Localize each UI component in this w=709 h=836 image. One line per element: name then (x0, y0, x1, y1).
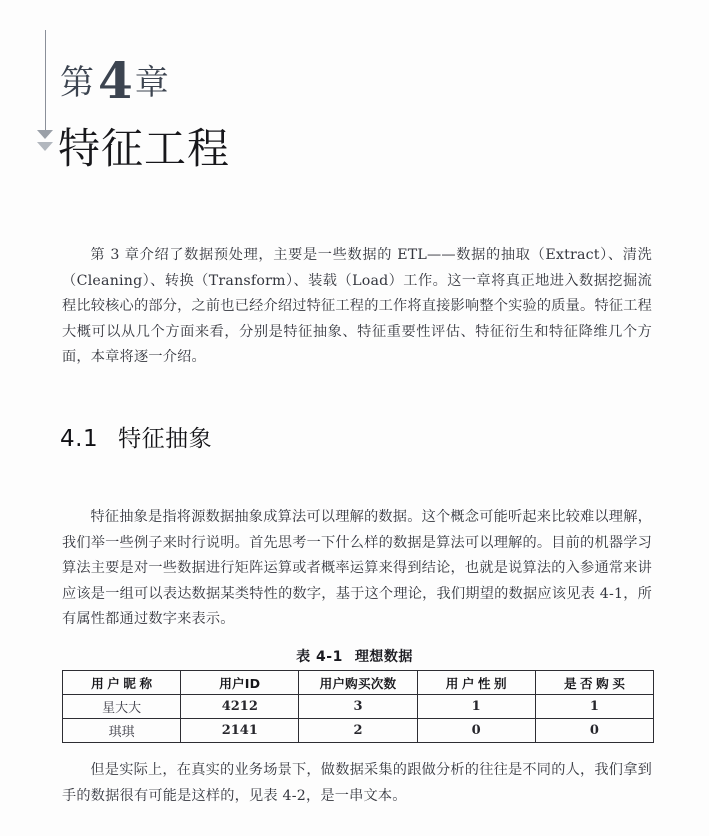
table-row (63, 695, 654, 719)
table-header-user-id: 用户ID (181, 671, 299, 695)
table-header-has-purchased: 是否购买 (535, 671, 653, 695)
chapter-suffix: 章 (134, 63, 173, 103)
table-header-user-nickname: 用户昵称 (63, 671, 181, 695)
table-header-user-gender: 用户性别 (417, 671, 535, 695)
intro-paragraph: 第 3 章介绍了数据预处理，主要是一些数据的 ETL——数据的抽取（Extract）、清洗（Cleaning）、转换（Transform）、装载（Load）工作。这一章将真正地进入数据挖掘流程比较核心的部分，之前也已经介绍过特征工程的工作将直接影响整个实验的质量。特征工程大概可以从几个方面来看，分别是特征抽象、特征重要性评估、特征衍生和特征降维几个方面，本章将逐一介绍。 (62, 247, 652, 366)
table-caption-label: 表 4-1 (296, 649, 343, 665)
feature-abstraction-paragraph: 特征抽象是指将源数据抽象成算法可以理解的数据。这个概念可能听起来比较难以理解，我们举一些例子来时行说明。首先思考一下什么样的数据是算法可以理解的。目前的机器学习算法主要是对一些数据进行矩阵运算或者概率运算来得到结论，也就是说算法的入参通常来讲应该是一组可以表达数据某类特性的数字，基于这个理论，我们期望的数据应该见表 4-1，所有属性都通过数字来表示。 (62, 509, 652, 628)
section-title: 特征抽象 (118, 426, 213, 452)
cell-gender: 0 (417, 719, 535, 743)
chapter-prefix: 第 (60, 63, 98, 103)
table-caption (0, 646, 709, 666)
table-caption-title: 理想数据 (354, 649, 413, 665)
closing-paragraph: 但是实际上，在真实的业务场景下，做数据采集的跟做分析的往往是不同的人，我们拿到手的数据很有可能是这样的，见表 4-2，是一串文本。 (62, 762, 652, 804)
cell-nickname: 琪琪 (63, 719, 181, 743)
vertical-rule-decoration (45, 30, 46, 130)
cell-has-purchased: 0 (535, 719, 653, 743)
table-header-purchase-count: 用户购买次数 (299, 671, 417, 695)
cell-purchase-count: 2 (299, 719, 417, 743)
cell-has-purchased: 1 (535, 695, 653, 719)
section-number: 4.1 (60, 426, 99, 452)
section-heading (60, 424, 212, 454)
cell-user-id: 4212 (181, 695, 299, 719)
cell-purchase-count: 3 (299, 695, 417, 719)
cell-gender: 1 (417, 695, 535, 719)
chapter-header (0, 0, 709, 200)
ideal-data-table (62, 670, 654, 743)
table-row (63, 719, 654, 743)
down-double-chevron-icon (37, 130, 55, 164)
chapter-title: 特征工程 (58, 124, 231, 173)
cell-nickname: 星大大 (63, 695, 181, 719)
chapter-number-line (60, 51, 173, 110)
cell-user-id: 2141 (181, 719, 299, 743)
table-header-row (63, 671, 654, 695)
chapter-number: 4 (98, 51, 135, 110)
